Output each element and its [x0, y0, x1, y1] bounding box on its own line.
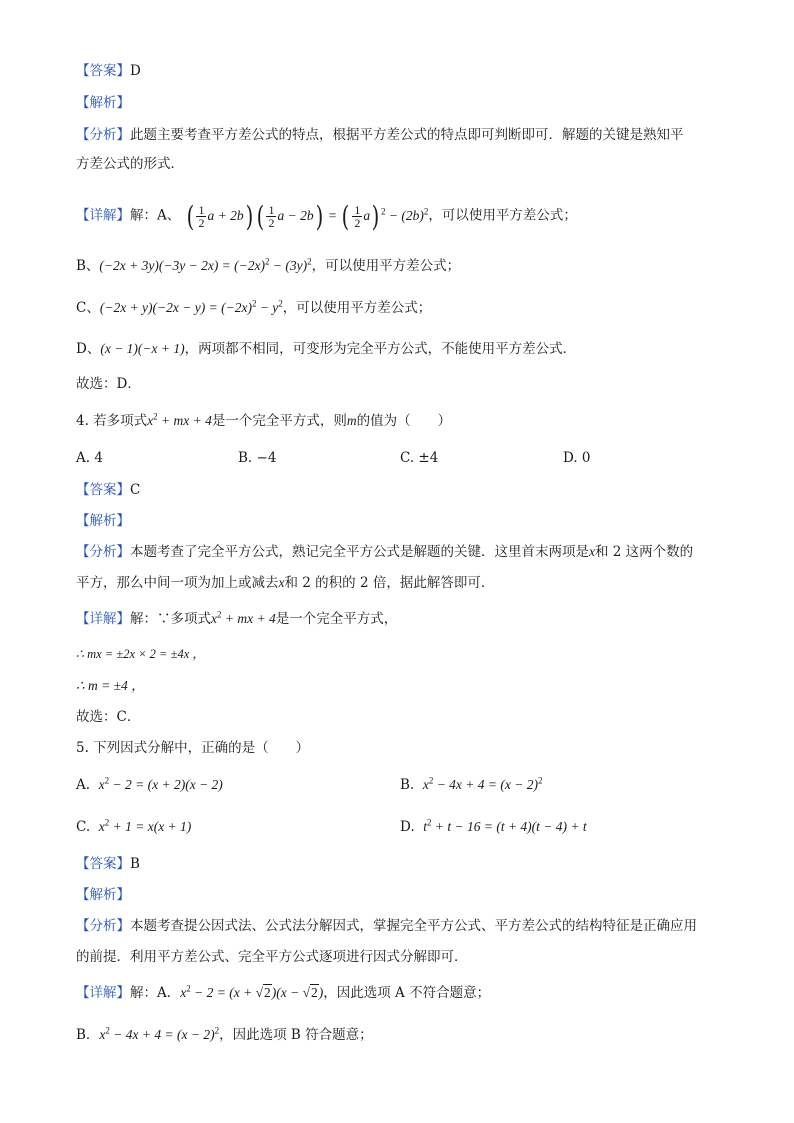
stem-formula: $x^2$ + mx + 4	[147, 411, 212, 428]
q4-fenxi-line-1	[76, 543, 693, 561]
q4-option-a: A. 4	[76, 450, 103, 466]
answer-tag: 【答案】	[76, 856, 130, 872]
q4-fenxi-line-2	[76, 574, 494, 592]
detail-suffix: ，可以使用平方差公式；	[282, 300, 432, 316]
q5-answer-line	[76, 855, 140, 873]
stem-text: 4. 若多项式	[76, 413, 148, 429]
q4-therefore-2: ∴ m = ±4 ，	[76, 678, 145, 693]
option-label: C、	[76, 300, 100, 316]
stem-text: 是一个完全平方式，则	[211, 413, 347, 429]
q5-detail-line-b	[76, 1026, 373, 1044]
stem-text: 的值为（ ）	[356, 413, 452, 429]
q3-detail-line-a	[76, 199, 577, 233]
answer-tag: 【答案】	[76, 63, 130, 79]
answer-value: D	[130, 63, 141, 79]
fenxi-text: 此题主要考查平方差公式的特点，根据平方差公式的特点即可判断即可．解题的关键是熟知平	[130, 127, 684, 143]
q5-option-d	[400, 818, 587, 836]
analysis-tag: 【解析】	[76, 887, 130, 903]
option-label: B.	[400, 777, 415, 793]
q3-detail-line-d	[76, 340, 576, 358]
formula-b: $(-2x + 3y)(-3y - 2x) = (-2x)^2 - (3y)^2$	[99, 256, 312, 273]
q5-stem	[76, 739, 309, 757]
q5-option-a	[76, 776, 223, 794]
q4-stem	[76, 412, 451, 430]
q3-fenxi-line-2	[76, 155, 184, 173]
q4-therefore-1: ∴ mx = ±2x × 2 = ±4x ，	[76, 647, 205, 661]
option-formula: $x^2 - 2 = (x + 2)(x - 2)$	[98, 775, 223, 792]
analysis-tag: 【解析】	[76, 513, 130, 529]
stem-text: 5. 下列因式分解中，正确的是（ ）	[76, 740, 310, 756]
option-label: B．	[76, 1027, 100, 1043]
option-label: D、	[76, 341, 101, 357]
xiangjie-tag: 【详解】	[76, 985, 130, 1001]
fenxi-text: 本题考查提公因式法、公式法分解因式，掌握完全平方公式、平方差公式的结构特征是正确应用	[130, 918, 697, 934]
detail-suffix: ，可以使用平方差公式；	[311, 258, 461, 274]
option-label: D.	[400, 819, 415, 835]
q4-option-d: D. 0	[563, 450, 591, 466]
option-label: C.	[76, 819, 91, 835]
formula-d: (x − 1)(−x + 1)	[100, 341, 185, 356]
option-label: B、	[76, 258, 100, 274]
q4-answer-line	[76, 481, 140, 499]
q5-fenxi-line-2	[76, 948, 468, 966]
option-formula: $t^2 + t - 16 = (t + 4)(t - 4) + t$	[423, 817, 587, 834]
fenxi-variable: x	[278, 575, 285, 590]
answer-value: B	[130, 856, 140, 872]
detail-prefix: 解：A．	[130, 985, 181, 1001]
fenxi-text: 和 2 的积的 2 倍，据此解答即可．	[284, 575, 495, 591]
formula-c: $(-2x + y)(-2x - y) = (-2x)^2 - y^2$	[99, 298, 283, 315]
detail-suffix: ，因此选项 B 符合题意；	[219, 1027, 373, 1043]
answer-tag: 【答案】	[76, 482, 130, 498]
fenxi-text: 平方，那么中间一项为加上或减去	[76, 575, 279, 591]
detail-prefix: 解：A、	[130, 207, 181, 224]
fenxi-variable: x	[589, 544, 595, 559]
option-formula: $x^2 + 1 = x(x + 1)$	[98, 817, 192, 834]
detail-formula: $x^2$ + mx + 4	[211, 609, 276, 626]
xiangjie-tag: 【详解】	[76, 207, 130, 224]
q5-option-c	[76, 818, 191, 836]
q3-detail-line-c	[76, 299, 431, 317]
option-formula: $x^2 - 4x + 4 = (x - 2)^2$	[422, 775, 543, 792]
choice-text: 故选：C．	[76, 709, 141, 725]
xiangjie-tag: 【详解】	[76, 611, 130, 627]
fenxi-text: 本题考查了完全平方公式，熟记完全平方公式是解题的关键．这里首末两项是	[130, 544, 589, 560]
option-label: A.	[76, 777, 91, 793]
detail-suffix: ，可以使用平方差公式；	[428, 207, 577, 224]
q5-detail-line-a	[76, 984, 490, 1002]
fenxi-tag: 【分析】	[76, 918, 130, 934]
detail-suffix: ，因此选项 A 不符合题意；	[323, 985, 491, 1001]
q3-choice	[76, 375, 141, 393]
q3-analysis-tag	[76, 94, 130, 112]
fenxi-text: 方差公式的形式．	[76, 156, 184, 172]
q5-fenxi-line-1	[76, 917, 697, 935]
choice-text: 故选：D．	[76, 376, 141, 392]
q4-analysis-tag	[76, 512, 130, 530]
answer-value: C	[130, 482, 141, 498]
detail-suffix: ，两项都不相同，可变形为完全平方公式，不能使用平方差公式．	[184, 341, 577, 357]
q4-option-b: B. −4	[238, 450, 277, 466]
q3-answer-line	[76, 62, 141, 80]
detail-prefix: 解：∵多项式	[130, 611, 211, 627]
q5-analysis-tag	[76, 886, 130, 904]
detail-suffix: 是一个完全平方式，	[275, 611, 398, 627]
q4-detail-line	[76, 610, 397, 628]
detail-formula: $x^2 - 4x + 4 = (x - 2)^2$	[99, 1025, 220, 1042]
analysis-tag: 【解析】	[76, 95, 130, 111]
fenxi-tag: 【分析】	[76, 127, 130, 143]
q3-fenxi-line-1	[76, 126, 684, 144]
fenxi-tag: 【分析】	[76, 544, 130, 560]
stem-variable: m	[346, 413, 357, 428]
q4-option-c: C. ±4	[400, 450, 439, 466]
q5-option-b	[400, 776, 542, 794]
detail-formula: $x^2 - 2 = (x + √2)(x - √2)$	[180, 983, 324, 1000]
q3-detail-line-b	[76, 257, 460, 275]
formula-a: ( $\frac{1}{2}$ a + 2b) ( $\frac{1}{2}$ a − 2b) = ( $\frac{1}{2}$ a) $^2 - (2b)^2$	[186, 199, 429, 233]
fenxi-text: 的前提．利用平方差公式、完全平方公式逐项进行因式分解即可．	[76, 949, 468, 965]
fenxi-text: 和 2 这两个数的	[595, 544, 694, 560]
q4-choice	[76, 708, 140, 726]
